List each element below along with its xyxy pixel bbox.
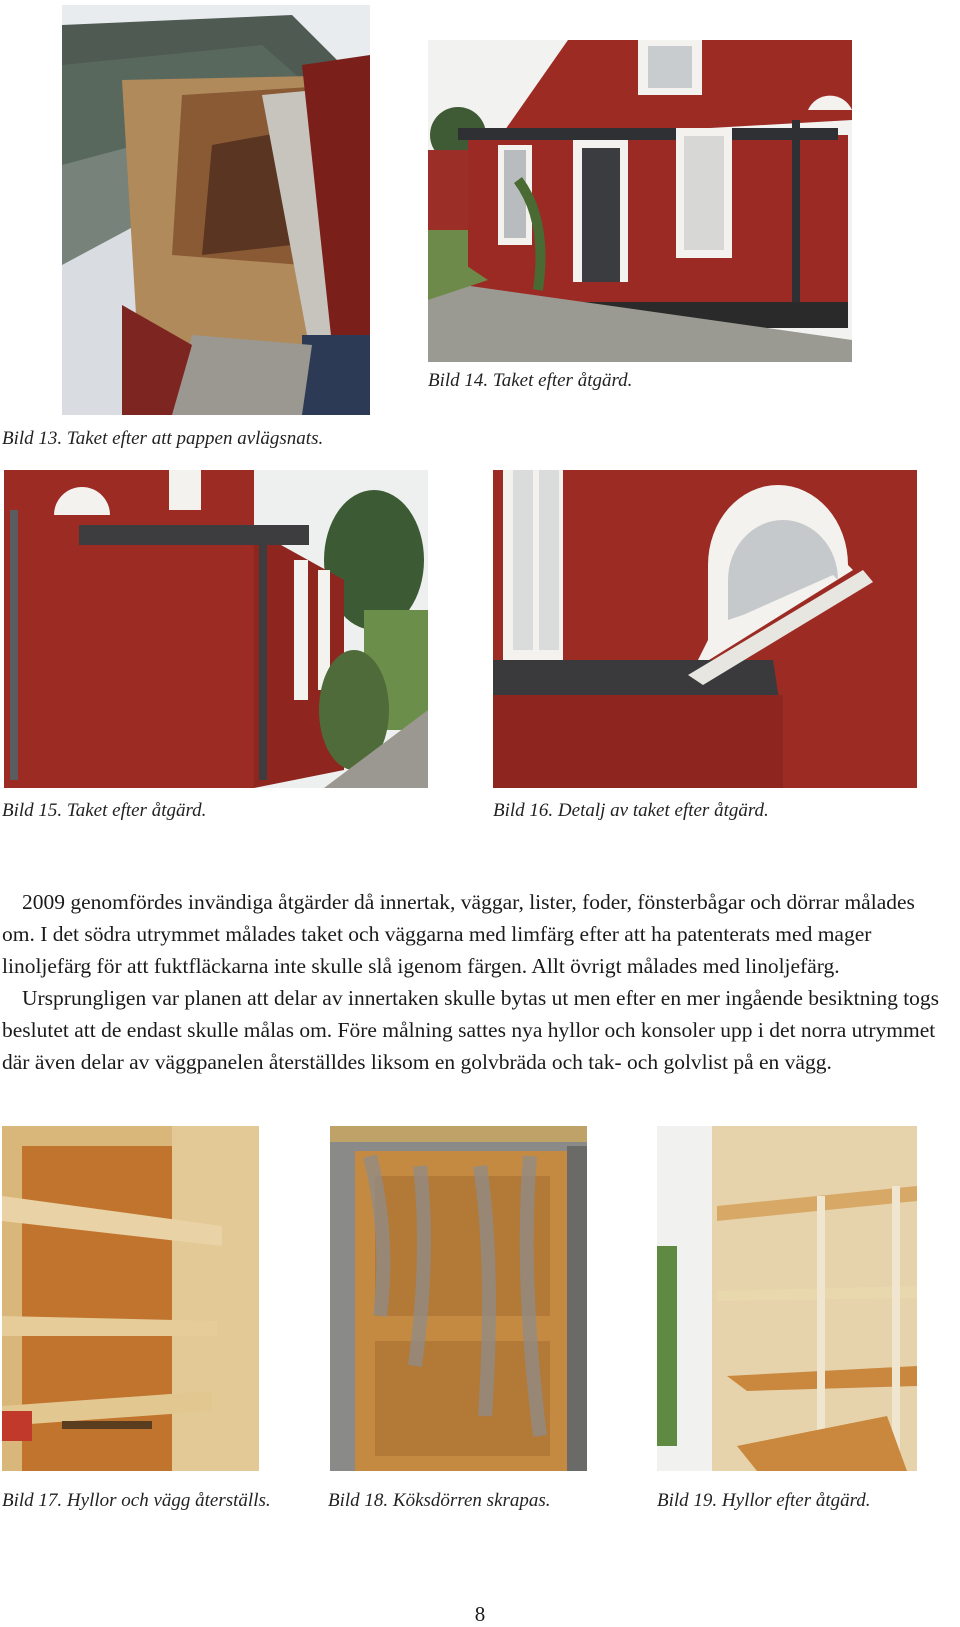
- paragraph-2: Ursprungligen var planen att delar av innertaken skulle bytas ut men efter en mer ingående besiktning togs beslutet att de endast skulle målas om. Före målning sattes nya hyllor och konsoler upp i det norra utrymmet där även delar av väggpanelen återställdes liksom en golvbräda och tak- och golvlist på en vägg.: [2, 986, 940, 1074]
- photo-bild-14: [428, 40, 852, 362]
- caption-bild-13: Bild 13. Taket efter att pappen avlägsnats.: [2, 428, 324, 449]
- body-text: [2, 886, 948, 1078]
- photo-bild-17: [2, 1126, 259, 1471]
- caption-bild-17: Bild 17. Hyllor och vägg återställs.: [2, 1490, 271, 1511]
- page-number: 8: [474, 1602, 486, 1626]
- photo-bild-16: [493, 470, 917, 788]
- caption-bild-18: Bild 18. Köksdörren skrapas.: [328, 1490, 551, 1511]
- photo-bild-18: [330, 1126, 587, 1471]
- caption-bild-14: Bild 14. Taket efter åtgärd.: [428, 370, 633, 391]
- caption-bild-19: Bild 19. Hyllor efter åtgärd.: [657, 1490, 871, 1511]
- caption-bild-16: Bild 16. Detalj av taket efter åtgärd.: [493, 800, 769, 821]
- photo-bild-15: [4, 470, 428, 788]
- photo-bild-13: [62, 5, 370, 415]
- caption-bild-15: Bild 15. Taket efter åtgärd.: [2, 800, 207, 821]
- paragraph-1: 2009 genomfördes invändiga åtgärder då innertak, väggar, lister, foder, fönsterbågar och dörrar målades om. I det södra utrymmet målades taket och väggarna med limfärg efter att ha patenterats med mager linoljefärg för att fuktfläckarna inte skulle slå igenom färgen. Allt övrigt målades med linoljefärg.: [2, 890, 915, 978]
- photo-bild-19: [657, 1126, 917, 1471]
